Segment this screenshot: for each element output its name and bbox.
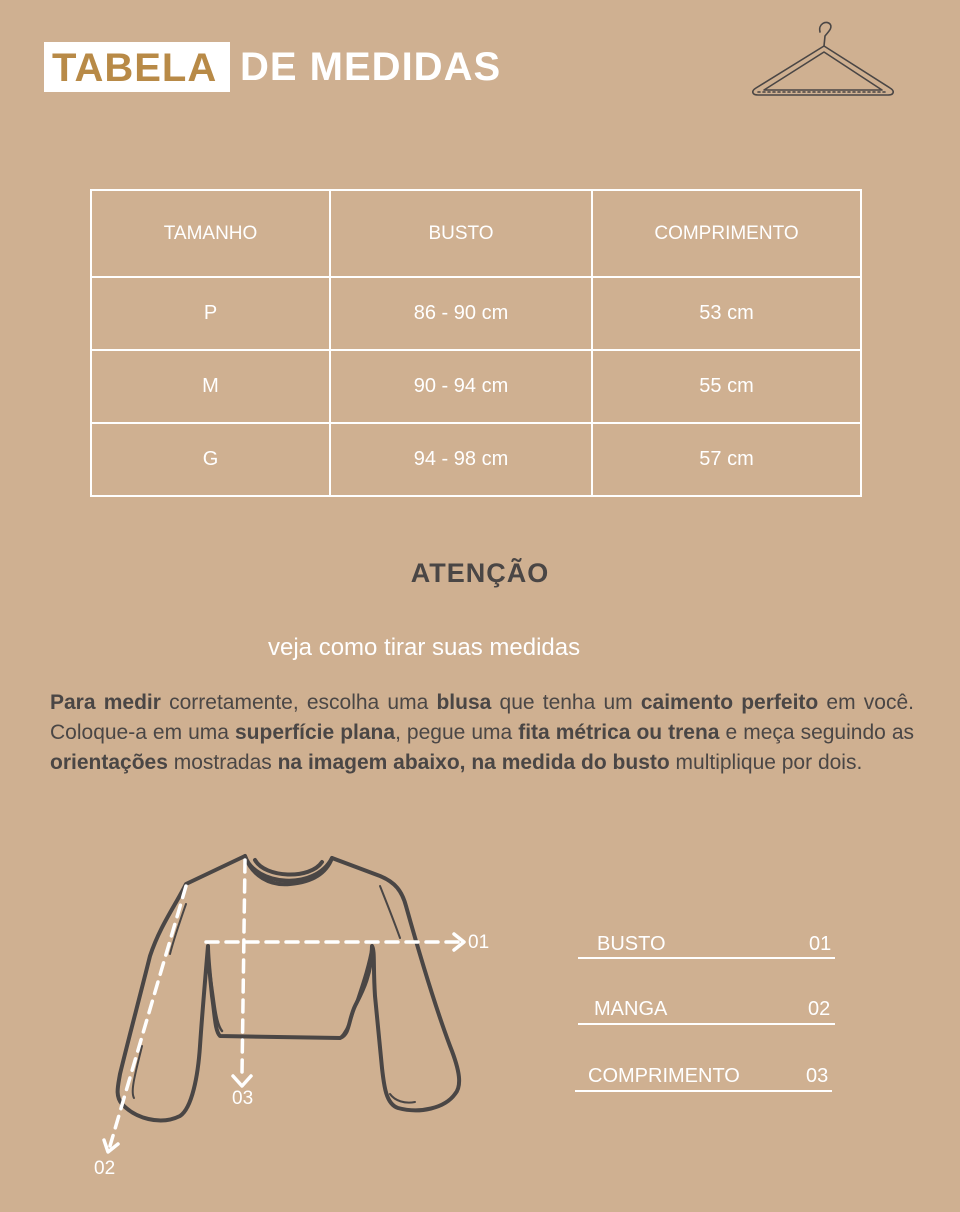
instr-bold: na imagem abaixo, na medida do busto [277, 751, 670, 774]
header-comprimento: COMPRIMENTO [592, 190, 861, 277]
table-row [91, 423, 861, 496]
cell-bust: 86 - 90 cm [330, 277, 592, 350]
legend-name-comprimento: COMPRIMENTO [588, 1065, 740, 1087]
table-header-row [91, 190, 861, 277]
arrow-label-01: 01 [468, 932, 490, 953]
instr-text: e meça seguindo as [719, 721, 915, 744]
instr-bold: Para medir [50, 691, 161, 714]
instr-text: em você. Coloque-a em uma [50, 691, 914, 744]
cell-bust: 90 - 94 cm [330, 350, 592, 423]
cell-size: G [91, 423, 330, 496]
instr-bold: caimento perfeito [640, 691, 819, 714]
size-table [90, 189, 862, 497]
cell-length: 55 cm [592, 350, 861, 423]
cell-length: 53 cm [592, 277, 861, 350]
cell-size: P [91, 277, 330, 350]
legend-name-busto: BUSTO [597, 933, 666, 955]
arrow-label-02: 02 [94, 1158, 116, 1179]
legend-underline [575, 1090, 832, 1092]
instr-bold: blusa [436, 691, 492, 714]
instr-text: que tenha um [491, 691, 641, 714]
hanger-icon [748, 18, 898, 98]
legend-number-comprimento: 03 [806, 1065, 829, 1087]
table-row [91, 277, 861, 350]
instr-text: mostradas [167, 751, 278, 774]
cell-length: 57 cm [592, 423, 861, 496]
title-highlight: TABELA [44, 42, 230, 92]
instructions-paragraph [50, 688, 914, 778]
cropped-sweater-diagram [90, 846, 510, 1186]
legend-underline [578, 957, 835, 959]
attention-heading: ATENÇÃO [410, 558, 550, 588]
subtitle: veja como tirar suas medidas [268, 634, 581, 661]
instr-bold: superfície plana [234, 721, 396, 744]
arrow-label-03: 03 [232, 1088, 254, 1109]
instr-text: multiplique por dois. [669, 751, 863, 774]
page-header [44, 42, 501, 92]
legend-underline [578, 1023, 835, 1025]
legend-number-busto: 01 [809, 933, 832, 955]
cell-size: M [91, 350, 330, 423]
instr-bold: fita métrica ou trena [518, 721, 720, 744]
legend-number-manga: 02 [808, 998, 831, 1020]
header-busto: BUSTO [330, 190, 592, 277]
instr-text: , pegue uma [395, 721, 519, 744]
title-rest: DE MEDIDAS [240, 45, 502, 89]
table-row [91, 350, 861, 423]
instr-bold: orientações [50, 751, 168, 774]
legend-name-manga: MANGA [594, 998, 668, 1020]
header-tamanho: TAMANHO [91, 190, 330, 277]
instr-text: corretamente, escolha uma [160, 691, 437, 714]
cell-bust: 94 - 98 cm [330, 423, 592, 496]
